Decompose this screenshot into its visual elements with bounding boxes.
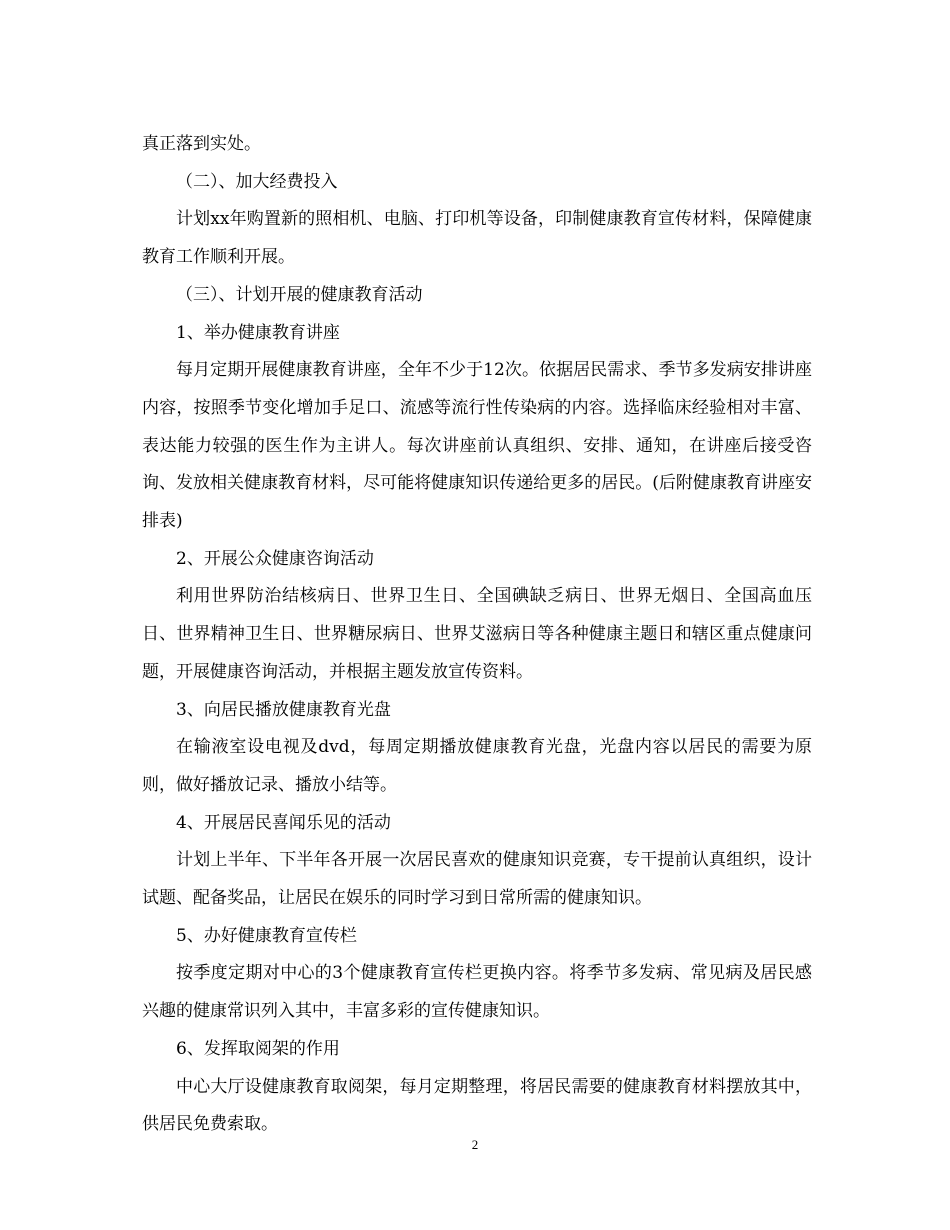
item-heading-lectures: 1、举办健康教育讲座 <box>176 322 340 343</box>
paragraph-consultation: 利用世界防治结核病日、世界卫生日、全国碘缺乏病日、世界无烟日、全国高血压日、世界精神卫生日、世界糖尿病日、世界艾滋病日等各种健康主题日和辖区重点健康问题，开展健康咨询活动，并根据主题发放宣传资料。 <box>142 586 812 682</box>
paragraph-continuation: 真正落到实处。 <box>142 134 261 154</box>
paragraph-funding-plan: 计划xx年购置新的照相机、电脑、打印机等设备，印制健康教育宣传材料，保障健康教育工作顺利开展。 <box>142 209 812 268</box>
paragraph-rack: 中心大厅设健康教育取阅架，每月定期整理，将居民需要的健康教育材料摆放其中，供居民免费索取。 <box>142 1076 812 1135</box>
item-heading-bulletin: 5、办好健康教育宣传栏 <box>176 925 357 946</box>
paragraph-video: 在输液室设电视及dvd，每周定期播放健康教育光盘，光盘内容以居民的需要为原则，做好播放记录、播放小结等。 <box>142 737 812 795</box>
section-heading-funding: （二）、加大经费投入 <box>176 171 338 192</box>
section-heading-activities: （三）、计划开展的健康教育活动 <box>176 284 423 305</box>
item-heading-video: 3、向居民播放健康教育光盘 <box>176 699 391 720</box>
paragraph-lectures: 每月定期开展健康教育讲座，全年不少于12次。依据居民需求、季节多发病安排讲座内容，按照季节变化增加手足口、流感等流行性传染病的内容。选择临床经验相对丰富、表达能力较强的医生作为主讲人。每次讲座前认真组织、安排、通知，在讲座后接受咨询、发放相关健康教育材料，尽可能将健康知识传递给更多的居民。(后附健康教育讲座安排表) <box>142 360 812 532</box>
document-body <box>142 126 812 1144</box>
page-number: 2 <box>471 1137 479 1152</box>
paragraph-events: 计划上半年、下半年各开展一次居民喜欢的健康知识竞赛，专干提前认真组织，设计试题、配备奖品，让居民在娱乐的同时学习到日常所需的健康知识。 <box>142 850 812 909</box>
paragraph-bulletin: 按季度定期对中心的3个健康教育宣传栏更换内容。将季节多发病、常见病及居民感兴趣的健康常识列入其中，丰富多彩的宣传健康知识。 <box>142 963 812 1022</box>
item-heading-events: 4、开展居民喜闻乐见的活动 <box>176 812 391 833</box>
item-heading-rack: 6、发挥取阅架的作用 <box>176 1038 340 1059</box>
item-heading-consultation: 2、开展公众健康咨询活动 <box>176 548 374 569</box>
